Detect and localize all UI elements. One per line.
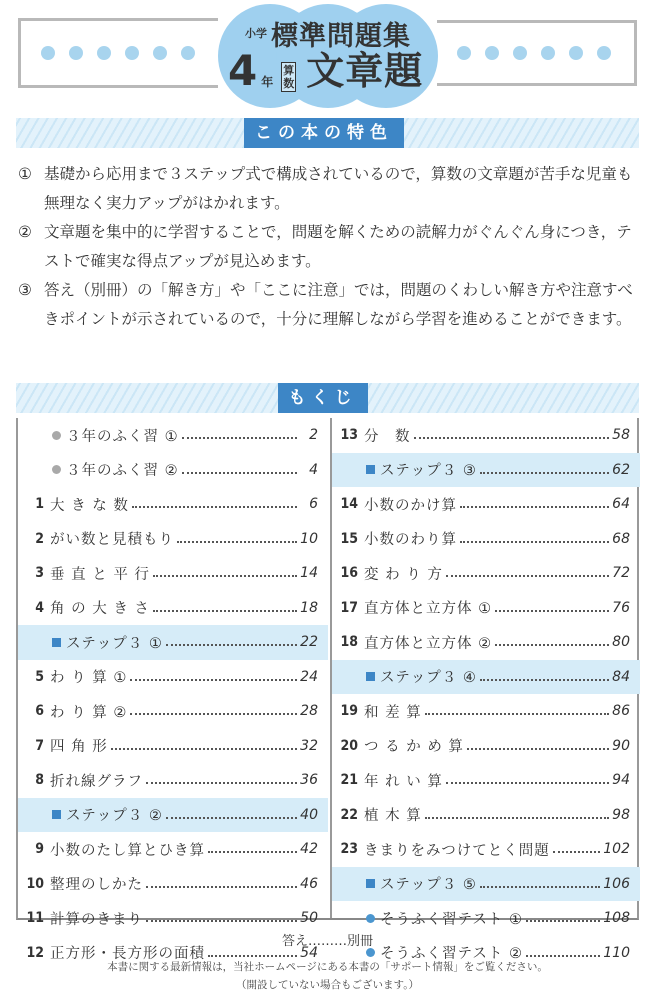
dot-leader	[480, 886, 600, 888]
chapter-number: 8	[35, 772, 44, 789]
page-number: 80	[612, 634, 630, 651]
chapter-number: 11	[26, 910, 44, 927]
chapter-title: つ る か め 算	[364, 739, 464, 756]
toc-row[interactable]	[18, 556, 328, 591]
chapter-title: ３年のふく習 ①	[66, 428, 179, 445]
page-number: 76	[612, 599, 630, 616]
chapter-title: 直方体と立方体 ②	[364, 635, 493, 652]
subject-top: 算	[283, 64, 295, 77]
toc-row[interactable]	[18, 763, 328, 798]
dot-icon	[125, 46, 139, 60]
page-number: 50	[300, 910, 318, 927]
toc-row[interactable]	[332, 418, 640, 453]
chapter-title: ステップ３ ③	[380, 463, 477, 480]
page-number: 58	[612, 427, 630, 444]
grade-suffix: 年	[261, 75, 274, 89]
banner-frame-left	[18, 18, 218, 88]
chapter-title: 垂 直 と 平 行	[50, 566, 150, 583]
page-number: 102	[603, 841, 630, 858]
chapter-title: 大 き な 数	[50, 497, 129, 514]
page-number: 4	[309, 461, 318, 478]
feature-text: 文章題を集中的に学習することで，問題を解くための読解力がぐんぐん身につき，テストで確実な得点アップが見込めます。	[44, 223, 632, 270]
chapter-title: 小数のたし算とひき算	[50, 842, 205, 859]
toc-column-left	[18, 418, 328, 970]
toc-row[interactable]	[18, 694, 328, 729]
page-number: 86	[612, 703, 630, 720]
page-number: 110	[603, 944, 630, 961]
toc-row[interactable]	[18, 453, 328, 488]
page-number: 64	[612, 496, 630, 513]
dot-icon	[485, 46, 499, 60]
chapter-title: 四 角 形	[50, 739, 108, 756]
book-title-line	[228, 46, 438, 95]
page-number: 18	[300, 599, 318, 616]
toc-row[interactable]	[18, 729, 328, 764]
dot-icon	[41, 46, 55, 60]
chapter-title: 直方体と立方体 ①	[364, 601, 493, 618]
dot-leader	[553, 851, 601, 853]
features-list	[18, 160, 643, 334]
chapter-title: ３年のふく習 ②	[66, 463, 179, 480]
dot-leader	[130, 679, 297, 681]
dot-leader	[495, 610, 609, 612]
page-number: 106	[603, 875, 630, 892]
dot-leader	[460, 506, 609, 508]
banner-frame-right	[437, 20, 637, 86]
circle-bullet-icon	[366, 948, 375, 957]
chapter-number: 6	[35, 703, 44, 720]
dot-icon	[457, 46, 471, 60]
chapter-title: 正方形・長方形の面積	[50, 946, 205, 963]
toc-row[interactable]	[332, 694, 640, 729]
page-number: 10	[300, 530, 318, 547]
chapter-number: 12	[26, 944, 44, 961]
toc-step-row[interactable]	[332, 660, 640, 695]
toc-row[interactable]	[332, 556, 640, 591]
dot-leader	[146, 920, 297, 922]
features-heading: この本の特色	[244, 118, 404, 148]
dot-leader	[208, 955, 297, 957]
dot-leader	[177, 541, 297, 543]
series-title: 標準問題集	[271, 21, 411, 52]
toc-row[interactable]	[18, 522, 328, 557]
chapter-number: 5	[35, 668, 44, 685]
dot-icon	[597, 46, 611, 60]
notice-line-2: （開設していない場合もございます。）	[236, 979, 419, 991]
chapter-number: 7	[35, 737, 44, 754]
toc-column-right	[330, 418, 640, 963]
square-bullet-icon	[366, 465, 375, 474]
toc-row[interactable]	[332, 487, 640, 522]
square-bullet-icon	[366, 672, 375, 681]
dot-leader	[166, 817, 297, 819]
chapter-title: わ り 算 ②	[50, 704, 128, 721]
chapter-title: 植 木 算	[364, 808, 422, 825]
chapter-title: 変 わ り 方	[364, 566, 443, 583]
toc-row[interactable]	[332, 832, 640, 867]
chapter-title: がい数と見積もり	[50, 532, 174, 549]
chapter-number: 9	[35, 841, 44, 858]
chapter-number: 1	[35, 496, 44, 513]
dot-leader	[132, 506, 297, 508]
dot-leader	[182, 472, 297, 474]
dot-leader	[208, 851, 297, 853]
chapter-number: 23	[340, 841, 358, 858]
toc-step-row[interactable]	[332, 453, 640, 488]
page-number: 14	[300, 565, 318, 582]
toc-row[interactable]	[332, 625, 640, 660]
page-number: 28	[300, 703, 318, 720]
support-notice	[0, 958, 655, 994]
dot-leader	[166, 644, 297, 646]
toc-step-row[interactable]	[18, 625, 328, 660]
square-bullet-icon	[52, 638, 61, 647]
page-number: 24	[300, 668, 318, 685]
dot-leader	[526, 955, 600, 957]
page-number: 90	[612, 737, 630, 754]
chapter-title: そうふく習テスト ①	[380, 911, 524, 928]
feature-text: 基礎から応用まで３ステップ式で構成されているので，算数の文章題が苦手な児童も無理なく実力アップがはかれます。	[44, 165, 633, 212]
chapter-title: 小数のかけ算	[364, 497, 457, 514]
toc-row[interactable]	[332, 798, 640, 833]
chapter-number: 22	[340, 806, 358, 823]
toc-heading: もくじ	[278, 383, 368, 413]
toc-row[interactable]	[332, 763, 640, 798]
dot-leader	[130, 713, 297, 715]
feature-item	[18, 218, 643, 276]
chapter-number: 20	[340, 737, 358, 754]
dot-icon	[181, 46, 195, 60]
dot-icon	[97, 46, 111, 60]
chapter-title: 分 数	[364, 428, 411, 445]
dot-leader	[526, 920, 600, 922]
chapter-title: きまりをみつけてとく問題	[364, 842, 550, 859]
title-badge	[218, 0, 438, 110]
feature-number: ①	[18, 165, 32, 183]
chapter-title: そうふく習テスト ②	[380, 946, 524, 963]
chapter-number: 17	[340, 599, 358, 616]
dot-leader	[480, 679, 609, 681]
chapter-number: 16	[340, 565, 358, 582]
page-number: 84	[612, 668, 630, 685]
dot-leader	[153, 610, 297, 612]
page-number: 46	[300, 875, 318, 892]
dot-leader	[414, 437, 610, 439]
page-number: 22	[300, 634, 318, 651]
toc-row[interactable]	[18, 867, 328, 902]
page-number: 32	[300, 737, 318, 754]
chapter-title: ステップ３ ①	[66, 635, 163, 652]
page-number: 108	[603, 910, 630, 927]
dot-leader	[460, 541, 609, 543]
toc-row[interactable]	[18, 832, 328, 867]
page-number: 42	[300, 841, 318, 858]
features-header-bar	[16, 118, 639, 148]
dot-icon	[541, 46, 555, 60]
toc-row[interactable]	[18, 487, 328, 522]
dot-leader	[425, 817, 609, 819]
answers-note: 答え………別冊	[281, 934, 373, 949]
chapter-title: わ り 算 ①	[50, 670, 128, 687]
toc-row[interactable]	[332, 522, 640, 557]
decorative-dots-right	[457, 46, 611, 60]
dot-leader	[446, 782, 609, 784]
chapter-number: 14	[340, 496, 358, 513]
school-level-label: 小学	[245, 27, 267, 40]
dot-icon	[153, 46, 167, 60]
dot-leader	[480, 472, 609, 474]
chapter-number: 19	[340, 703, 358, 720]
decorative-dots-left	[41, 46, 195, 60]
feature-number: ③	[18, 281, 32, 299]
chapter-title: 和 差 算	[364, 704, 422, 721]
page-number: 98	[612, 806, 630, 823]
chapter-title: 年 れ い 算	[364, 773, 443, 790]
toc-step-row[interactable]	[18, 798, 328, 833]
dot-leader	[467, 748, 609, 750]
toc-step-row[interactable]	[332, 867, 640, 902]
page-number: 36	[300, 772, 318, 789]
chapter-title: 整理のしかた	[50, 877, 143, 894]
chapter-title: 小数のわり算	[364, 532, 457, 549]
chapter-title: ステップ３ ②	[66, 808, 163, 825]
page-number: 72	[612, 565, 630, 582]
page-number: 6	[309, 496, 318, 513]
dot-leader	[146, 782, 297, 784]
chapter-number: 4	[35, 599, 44, 616]
toc-row[interactable]	[332, 591, 640, 626]
chapter-number: 13	[340, 427, 358, 444]
dot-leader	[182, 437, 297, 439]
dot-leader	[495, 644, 609, 646]
chapter-number: 10	[26, 875, 44, 892]
square-bullet-icon	[52, 810, 61, 819]
toc-header-bar	[16, 383, 639, 413]
circle-bullet-icon	[52, 431, 61, 440]
dot-icon	[569, 46, 583, 60]
feature-item	[18, 160, 643, 218]
page-number: 68	[612, 530, 630, 547]
page-number: 62	[612, 461, 630, 478]
dot-leader	[111, 748, 297, 750]
page-number: 2	[309, 427, 318, 444]
subject-box	[281, 62, 296, 92]
dot-leader	[425, 713, 609, 715]
feature-text: 答え（別冊）の「解き方」や「ここに注意」では，問題のくわしい解き方や注意すべきポイントが示されているので，十分に理解しながら学習を進めることができます。	[44, 281, 633, 328]
chapter-number: 21	[340, 772, 358, 789]
chapter-number: 3	[35, 565, 44, 582]
page-number: 94	[612, 772, 630, 789]
chapter-title: 角 の 大 き さ	[50, 601, 150, 618]
chapter-title: ステップ３ ⑤	[380, 877, 477, 894]
dot-leader	[153, 575, 297, 577]
feature-item	[18, 276, 643, 334]
dot-icon	[69, 46, 83, 60]
dot-leader	[446, 575, 609, 577]
toc-row[interactable]	[18, 660, 328, 695]
chapter-title: 折れ線グラフ	[50, 773, 143, 790]
feature-number: ②	[18, 223, 32, 241]
toc-row[interactable]	[332, 729, 640, 764]
grade-number: 4	[228, 46, 258, 95]
toc-row[interactable]	[18, 418, 328, 453]
book-title: 文章題	[306, 49, 424, 93]
subject-bottom: 数	[283, 77, 295, 90]
chapter-title: ステップ３ ④	[380, 670, 477, 687]
page-number: 54	[300, 944, 318, 961]
chapter-number: 2	[35, 530, 44, 547]
dot-leader	[146, 886, 297, 888]
chapter-number: 15	[340, 530, 358, 547]
chapter-title: 計算のきまり	[50, 911, 143, 928]
dot-icon	[513, 46, 527, 60]
notice-line-1: 本書に関する最新情報は，当社ホームページにある本書の「サポート情報」をご覧ください。	[107, 961, 548, 973]
page-number: 40	[300, 806, 318, 823]
toc-row[interactable]	[18, 591, 328, 626]
circle-bullet-icon	[366, 914, 375, 923]
square-bullet-icon	[366, 879, 375, 888]
chapter-number: 18	[340, 634, 358, 651]
circle-bullet-icon	[52, 465, 61, 474]
